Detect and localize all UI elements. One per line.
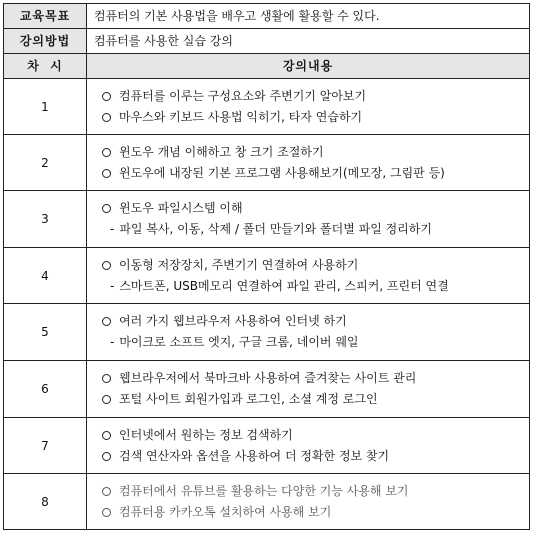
- circle-bullet-icon: [102, 113, 111, 122]
- session-content: [87, 248, 530, 304]
- circle-bullet-icon: [102, 169, 111, 178]
- session-content: [87, 418, 530, 474]
- list-item: [102, 389, 529, 410]
- list-item: [102, 86, 529, 107]
- item-text: 검색 연산자와 옵션을 사용하여 더 정확한 정보 찾기: [119, 448, 390, 463]
- session-content: [87, 474, 530, 530]
- method-text: 컴퓨터를 사용한 실습 강의: [87, 29, 530, 54]
- list-item: [102, 425, 529, 446]
- session-number: 3: [4, 191, 87, 248]
- method-row: [4, 29, 530, 54]
- circle-bullet-icon: [102, 374, 111, 383]
- circle-bullet-icon: [102, 487, 111, 496]
- session-content: [87, 304, 530, 361]
- item-text: 컴퓨터를 이루는 구성요소와 주변기기 알아보기: [119, 88, 367, 103]
- objective-label: 교육목표: [4, 4, 87, 29]
- session-content: [87, 191, 530, 248]
- circle-bullet-icon: [102, 261, 111, 270]
- session-number: 2: [4, 135, 87, 191]
- circle-bullet-icon: [102, 204, 111, 213]
- list-item: [102, 502, 529, 523]
- circle-bullet-icon: [102, 395, 111, 404]
- session-row: [4, 248, 530, 304]
- objective-text: 컴퓨터의 기본 사용법을 배우고 생활에 활용할 수 있다.: [87, 4, 530, 29]
- item-text: 윈도우 개념 이해하고 창 크기 조절하기: [119, 144, 324, 159]
- list-item: [102, 163, 529, 184]
- item-text: 컴퓨터에서 유튜브를 활용하는 다양한 기능 사용해 보기: [119, 483, 409, 498]
- session-row: [4, 361, 530, 418]
- list-item: [102, 311, 529, 332]
- sub-item: [102, 219, 529, 240]
- session-number: 5: [4, 304, 87, 361]
- circle-bullet-icon: [102, 317, 111, 326]
- item-text: 이동형 저장장치, 주변기기 연결하여 사용하기: [119, 257, 359, 272]
- item-text: 인터넷에서 원하는 정보 검색하기: [119, 427, 293, 442]
- item-text: 윈도우에 내장된 기본 프로그램 사용해보기(메모장, 그림판 등): [119, 165, 445, 180]
- item-text: 포털 사이트 회원가입과 로그인, 소셜 계정 로그인: [119, 392, 378, 406]
- list-item: [102, 107, 529, 128]
- circle-bullet-icon: [102, 452, 111, 461]
- content-header: 강의내용: [87, 54, 530, 79]
- list-item: [102, 481, 529, 502]
- session-row: [4, 79, 530, 135]
- session-row: [4, 304, 530, 361]
- objective-row: [4, 4, 530, 29]
- header-row: [4, 54, 530, 79]
- list-item: [102, 255, 529, 276]
- session-row: [4, 191, 530, 248]
- item-text: 여러 가지 웹브라우저 사용하여 인터넷 하기: [119, 314, 347, 328]
- session-content: [87, 361, 530, 418]
- list-item: [102, 198, 529, 219]
- session-number: 6: [4, 361, 87, 418]
- sub-item: [102, 332, 529, 353]
- session-row: [4, 418, 530, 474]
- session-number: 1: [4, 79, 87, 135]
- dash-bullet-icon: -: [110, 222, 115, 236]
- circle-bullet-icon: [102, 148, 111, 157]
- list-item: [102, 142, 529, 163]
- session-row: [4, 135, 530, 191]
- circle-bullet-icon: [102, 92, 111, 101]
- session-content: [87, 79, 530, 135]
- session-content: [87, 135, 530, 191]
- method-label: 강의방법: [4, 29, 87, 54]
- item-text: 윈도우 파일시스템 이해: [119, 201, 243, 215]
- list-item: [102, 446, 529, 467]
- circle-bullet-icon: [102, 431, 111, 440]
- session-row: [4, 474, 530, 530]
- session-number: 8: [4, 474, 87, 530]
- sub-item: [102, 276, 529, 297]
- item-text: 스마트폰, USB메모리 연결하여 파일 관리, 스피커, 프린터 연결: [119, 278, 449, 293]
- item-text: 마이크로 소프트 엣지, 구글 크롬, 네이버 웨일: [119, 335, 359, 349]
- dash-bullet-icon: -: [110, 335, 115, 349]
- item-text: 마우스와 키보드 사용법 익히기, 타자 연습하기: [119, 109, 363, 124]
- circle-bullet-icon: [102, 508, 111, 517]
- item-text: 컴퓨터용 카카오톡 설치하여 사용해 보기: [119, 504, 332, 519]
- syllabus-table: [3, 3, 530, 530]
- session-number: 7: [4, 418, 87, 474]
- dash-bullet-icon: -: [110, 278, 115, 293]
- session-number: 4: [4, 248, 87, 304]
- list-item: [102, 368, 529, 389]
- session-header: 차 시: [4, 54, 87, 79]
- item-text: 웹브라우저에서 북마크바 사용하여 즐겨찾는 사이트 관리: [119, 371, 417, 385]
- item-text: 파일 복사, 이동, 삭제 / 폴더 만들기와 폴더별 파일 정리하기: [119, 222, 432, 236]
